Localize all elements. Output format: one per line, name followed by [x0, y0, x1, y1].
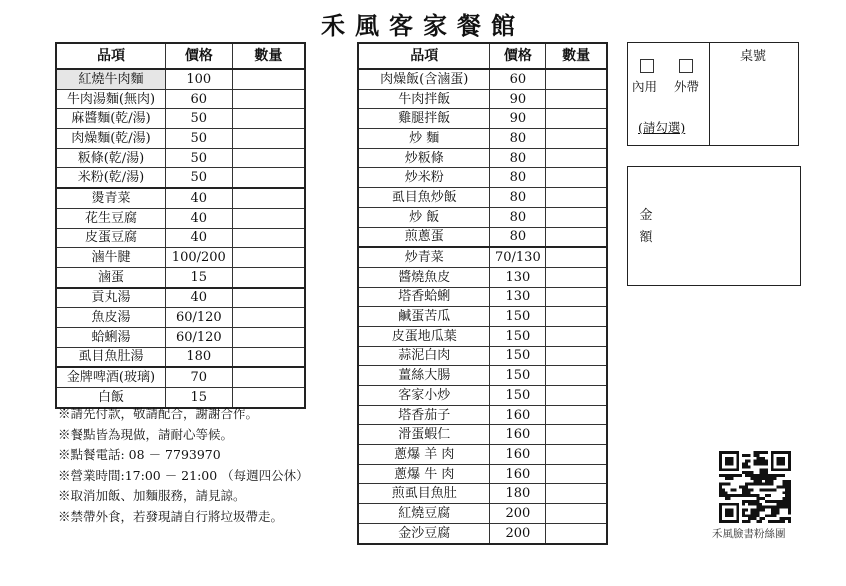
- item-price: 150: [490, 326, 546, 346]
- item-price: 40: [165, 288, 232, 308]
- item-price: 50: [165, 109, 232, 129]
- item-price: 80: [490, 129, 546, 149]
- menu-row: [358, 129, 607, 149]
- item-price: 130: [490, 267, 546, 287]
- menu-row: [358, 464, 607, 484]
- quantity-cell[interactable]: [546, 346, 607, 366]
- item-name: 花生豆腐: [56, 208, 165, 228]
- restaurant-title: 禾風客家餐館: [321, 11, 525, 40]
- item-price: 150: [490, 307, 546, 327]
- item-header: 品項: [56, 43, 165, 69]
- qr-code-icon: [719, 451, 791, 523]
- quantity-cell[interactable]: [546, 405, 607, 425]
- menu-row: [358, 109, 607, 129]
- quantity-header: 數量: [232, 43, 305, 69]
- item-name: 蛤蜊湯: [56, 327, 165, 347]
- item-price: 100/200: [165, 248, 232, 268]
- item-name: 皮蛋豆腐: [56, 228, 165, 248]
- quantity-cell[interactable]: [232, 308, 305, 328]
- item-price: 50: [165, 168, 232, 188]
- quantity-cell[interactable]: [232, 148, 305, 168]
- item-price: 60: [165, 89, 232, 109]
- menu-row: [358, 405, 607, 425]
- quantity-cell[interactable]: [546, 307, 607, 327]
- item-price: 160: [490, 464, 546, 484]
- quantity-cell[interactable]: [546, 326, 607, 346]
- item-name: 牛肉拌飯: [358, 89, 490, 109]
- quantity-cell[interactable]: [546, 464, 607, 484]
- quantity-header: 數量: [546, 43, 607, 69]
- item-name: 虱目魚炒飯: [358, 188, 490, 208]
- item-name: 紅燒豆腐: [358, 504, 490, 524]
- menu-row: [358, 523, 607, 543]
- item-name: 煎虱目魚肚: [358, 484, 490, 504]
- item-name: 塔香蛤蜊: [358, 287, 490, 307]
- item-name: 煎蔥蛋: [358, 227, 490, 247]
- dine-in-label: 內用: [632, 79, 658, 94]
- item-price: 80: [490, 168, 546, 188]
- note-line: ※餐點皆為現做，請耐心等候。: [58, 426, 234, 442]
- menu-row: [358, 504, 607, 524]
- item-name: 米粉(乾/湯): [56, 168, 165, 188]
- amount-box: [627, 166, 801, 286]
- item-price: 150: [490, 386, 546, 406]
- item-price: 60/120: [165, 327, 232, 347]
- box-divider: [709, 43, 710, 145]
- menu-row: [358, 168, 607, 188]
- item-header: 品項: [358, 43, 490, 69]
- menu-row: [358, 89, 607, 109]
- item-name: 紅燒牛肉麵: [56, 69, 165, 89]
- item-name: 薑絲大腸: [358, 366, 490, 386]
- menu-row: [358, 287, 607, 307]
- quantity-cell[interactable]: [546, 129, 607, 149]
- item-price: 80: [490, 227, 546, 247]
- item-price: 200: [490, 504, 546, 524]
- menu-row: [358, 326, 607, 346]
- takeout-label: 外帶: [674, 79, 700, 94]
- item-name: 蔥爆 牛 肉: [358, 464, 490, 484]
- item-price: 80: [490, 148, 546, 168]
- quantity-cell[interactable]: [546, 504, 607, 524]
- menu-row: [358, 188, 607, 208]
- price-header: 價格: [165, 43, 232, 69]
- note-line: ※禁帶外食，若發現請自行將垃圾帶走。: [58, 508, 284, 524]
- quantity-cell[interactable]: [546, 523, 607, 543]
- item-name: 肉燥飯(含滷蛋): [358, 69, 490, 89]
- order-type-box: [627, 42, 799, 146]
- quantity-cell[interactable]: [232, 248, 305, 268]
- item-price: 40: [165, 228, 232, 248]
- item-price: 100: [165, 69, 232, 89]
- item-name: 貢丸湯: [56, 288, 165, 308]
- menu-row: [358, 346, 607, 366]
- quantity-cell[interactable]: [546, 484, 607, 504]
- menu-row: [56, 69, 305, 89]
- item-name: 炒 麵: [358, 129, 490, 149]
- menu-row: [358, 425, 607, 445]
- quantity-cell[interactable]: [546, 188, 607, 208]
- item-name: 虱目魚肚湯: [56, 347, 165, 367]
- quantity-cell[interactable]: [546, 168, 607, 188]
- quantity-cell[interactable]: [232, 89, 305, 109]
- menu-row: [358, 445, 607, 465]
- item-price: 150: [490, 346, 546, 366]
- quantity-cell[interactable]: [232, 188, 305, 208]
- quantity-cell[interactable]: [546, 247, 607, 267]
- item-price: 160: [490, 425, 546, 445]
- amount-label: 金額: [639, 208, 653, 245]
- quantity-cell[interactable]: [546, 227, 607, 247]
- item-price: 180: [490, 484, 546, 504]
- item-name: 炒米粉: [358, 168, 490, 188]
- quantity-cell[interactable]: [546, 148, 607, 168]
- item-name: 鹹蛋苦瓜: [358, 307, 490, 327]
- right-table-header: [358, 43, 607, 69]
- item-name: 滷蛋: [56, 267, 165, 287]
- menu-row: [358, 386, 607, 406]
- item-name: 炒粄條: [358, 148, 490, 168]
- item-name: 滷牛腱: [56, 248, 165, 268]
- quantity-cell[interactable]: [232, 267, 305, 287]
- note-line: ※點餐電話: 08 － 7793970: [58, 447, 221, 463]
- item-price: 160: [490, 445, 546, 465]
- takeout-checkbox[interactable]: [679, 59, 693, 73]
- item-price: 160: [490, 405, 546, 425]
- item-name: 炒青菜: [358, 247, 490, 267]
- item-price: 150: [490, 366, 546, 386]
- menu-row: [358, 267, 607, 287]
- menu-row: [56, 267, 305, 287]
- quantity-cell[interactable]: [232, 208, 305, 228]
- quantity-cell[interactable]: [546, 425, 607, 445]
- dine-in-checkbox[interactable]: [640, 59, 654, 73]
- menu-row: [56, 367, 305, 387]
- right-menu-table: [357, 42, 608, 545]
- price-header: 價格: [490, 43, 546, 69]
- item-price: 40: [165, 208, 232, 228]
- left-menu-table: [55, 42, 306, 409]
- menu-row: [56, 248, 305, 268]
- menu-row: [358, 307, 607, 327]
- quantity-cell[interactable]: [232, 347, 305, 367]
- item-price: 90: [490, 89, 546, 109]
- item-price: 60: [490, 69, 546, 89]
- quantity-cell[interactable]: [232, 228, 305, 248]
- item-price: 90: [490, 109, 546, 129]
- item-name: 蔥爆 羊 肉: [358, 445, 490, 465]
- item-name: 牛肉湯麵(無肉): [56, 89, 165, 109]
- item-name: 白飯: [56, 388, 165, 408]
- menu-row: [56, 208, 305, 228]
- menu-row: [358, 69, 607, 89]
- choose-note: (請勾選): [638, 120, 686, 135]
- item-price: 80: [490, 188, 546, 208]
- item-name: 肉燥麵(乾/湯): [56, 129, 165, 149]
- quantity-cell[interactable]: [232, 109, 305, 129]
- left-table-header: [56, 43, 305, 69]
- item-name: 粄條(乾/湯): [56, 148, 165, 168]
- menu-row: [56, 89, 305, 109]
- item-price: 50: [165, 148, 232, 168]
- item-price: 40: [165, 188, 232, 208]
- quantity-cell[interactable]: [232, 168, 305, 188]
- menu-row: [56, 228, 305, 248]
- item-name: 塔香茄子: [358, 405, 490, 425]
- item-price: 70/130: [490, 247, 546, 267]
- quantity-cell[interactable]: [546, 366, 607, 386]
- item-name: 燙青菜: [56, 188, 165, 208]
- menu-row: [56, 288, 305, 308]
- item-name: 滑蛋蝦仁: [358, 425, 490, 445]
- quantity-cell[interactable]: [546, 89, 607, 109]
- quantity-cell[interactable]: [546, 386, 607, 406]
- menu-row: [358, 207, 607, 227]
- item-name: 皮蛋地瓜葉: [358, 326, 490, 346]
- menu-row: [358, 148, 607, 168]
- quantity-cell[interactable]: [232, 288, 305, 308]
- quantity-cell[interactable]: [546, 207, 607, 227]
- note-line: ※請先付款，敬請配合，謝謝合作。: [58, 406, 259, 421]
- item-name: 雞腿拌飯: [358, 109, 490, 129]
- quantity-cell[interactable]: [232, 69, 305, 89]
- quantity-cell[interactable]: [232, 327, 305, 347]
- menu-row: [56, 308, 305, 328]
- quantity-cell[interactable]: [232, 129, 305, 149]
- menu-row: [358, 227, 607, 247]
- note-line: ※營業時間:17:00 － 21:00 （每週四公休）: [58, 467, 309, 483]
- item-price: 50: [165, 129, 232, 149]
- menu-row: [56, 129, 305, 149]
- item-name: 炒 飯: [358, 207, 490, 227]
- qr-caption: 禾風臉書粉絲團: [712, 528, 786, 540]
- item-name: 金牌啤酒(玻璃): [56, 367, 165, 387]
- menu-row: [56, 347, 305, 367]
- item-price: 200: [490, 523, 546, 543]
- menu-row: [56, 109, 305, 129]
- quantity-cell[interactable]: [546, 445, 607, 465]
- table-number-label: 桌號: [740, 49, 767, 64]
- item-name: 魚皮湯: [56, 308, 165, 328]
- menu-row: [358, 366, 607, 386]
- item-price: 15: [165, 267, 232, 287]
- item-price: 70: [165, 367, 232, 387]
- item-price: 80: [490, 207, 546, 227]
- menu-row: [56, 148, 305, 168]
- menu-row: [56, 327, 305, 347]
- quantity-cell[interactable]: [546, 267, 607, 287]
- quantity-cell[interactable]: [546, 287, 607, 307]
- menu-row: [56, 168, 305, 188]
- quantity-cell[interactable]: [546, 109, 607, 129]
- item-name: 醬燒魚皮: [358, 267, 490, 287]
- item-name: 麻醬麵(乾/湯): [56, 109, 165, 129]
- quantity-cell[interactable]: [546, 69, 607, 89]
- note-line: ※取消加飯、加麵服務，請見諒。: [58, 488, 246, 504]
- menu-row: [56, 188, 305, 208]
- item-name: 客家小炒: [358, 386, 490, 406]
- item-name: 蒜泥白肉: [358, 346, 490, 366]
- item-price: 130: [490, 287, 546, 307]
- menu-row: [358, 484, 607, 504]
- quantity-cell[interactable]: [232, 367, 305, 387]
- item-name: 金沙豆腐: [358, 523, 490, 543]
- notes: [58, 404, 309, 528]
- item-price: 15: [165, 388, 232, 408]
- menu-row: [358, 247, 607, 267]
- item-price: 180: [165, 347, 232, 367]
- item-price: 60/120: [165, 308, 232, 328]
